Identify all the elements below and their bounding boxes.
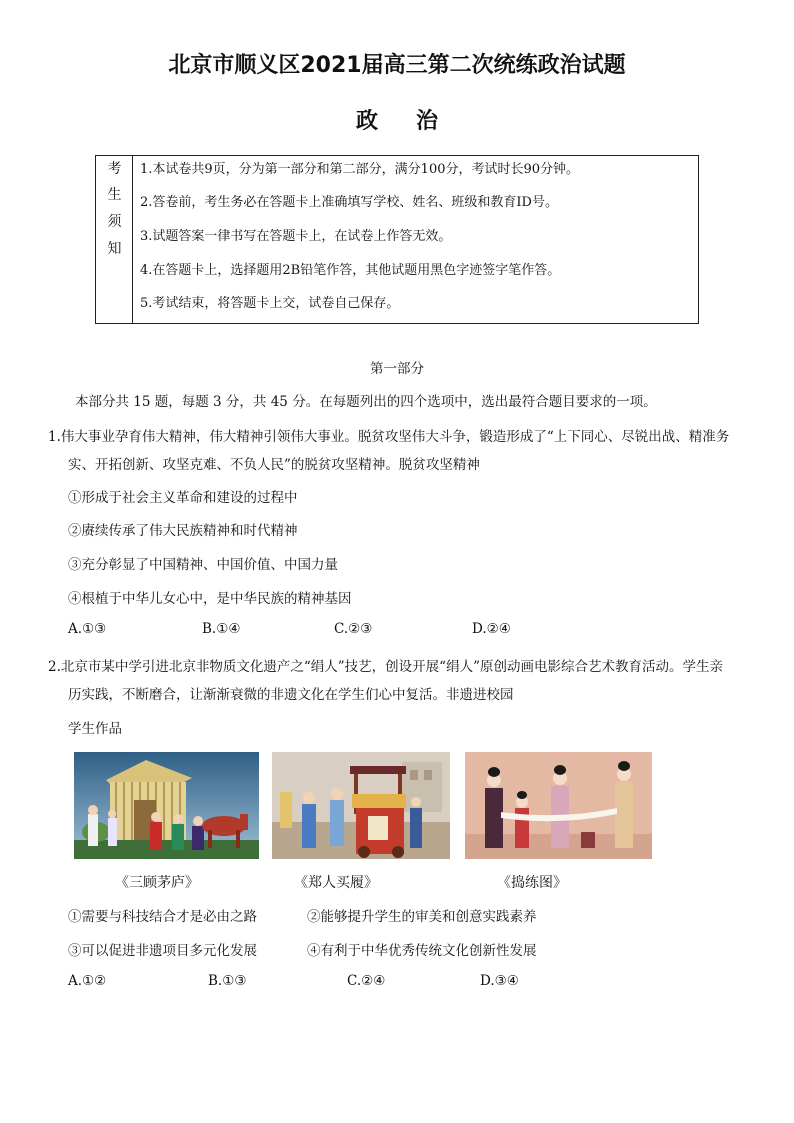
q2-statement: ②能够提升学生的审美和创意实践素养 xyxy=(307,909,537,925)
candidate-notice-box xyxy=(95,155,699,324)
q2-option-c: C.②④ xyxy=(347,973,386,989)
q1-statement: ③充分彰显了中国精神、中国价值、中国力量 xyxy=(68,557,338,573)
photo-daolian-tu xyxy=(465,752,652,859)
notice-item: 3.试题答案一律书写在答题卡上，在试卷上作答无效。 xyxy=(140,229,452,244)
photo-sangu-maolu xyxy=(74,752,259,859)
q1-statement: ①形成于社会主义革命和建设的过程中 xyxy=(68,490,298,506)
q2-option-d: D.③④ xyxy=(480,973,519,989)
notice-label-char: 知 xyxy=(107,241,122,257)
notice-label-char: 须 xyxy=(107,214,122,230)
student-works-label: 学生作品 xyxy=(68,721,122,737)
q2-option-a: A.①② xyxy=(68,973,107,989)
subject-heading: 政治 xyxy=(355,109,476,134)
q2-stem-line2: 历实践，不断磨合，让渐渐衰微的非遗文化在学生们心中复活。非遗进校园 xyxy=(68,687,514,703)
notice-label-char: 考 xyxy=(107,161,122,177)
exam-title: 北京市顺义区2021届高三第二次统练政治试题 xyxy=(168,53,626,78)
q1-statement: ②赓续传承了伟大民族精神和时代精神 xyxy=(68,523,298,539)
caption-zhengren-maili: 《郑人买履》 xyxy=(294,875,378,891)
notice-item: 1.本试卷共9页，分为第一部分和第二部分，满分100分，考试时长90分钟。 xyxy=(140,162,580,177)
q2-statement: ③可以促进非遗项目多元化发展 xyxy=(68,943,257,959)
q1-option-d: D.②④ xyxy=(472,621,511,637)
photo-zhengren-maili xyxy=(272,752,450,859)
notice-label-char: 生 xyxy=(107,187,122,203)
q1-option-a: A.①③ xyxy=(68,621,107,637)
notice-item: 2.答卷前，考生务必在答题卡上准确填写学校、姓名、班级和教育ID号。 xyxy=(140,195,558,210)
notice-item: 5.考试结束，将答题卡上交，试卷自己保存。 xyxy=(140,296,400,311)
q1-stem-line2: 实、开拓创新、攻坚克难、不负人民”的脱贫攻坚精神。脱贫攻坚精神 xyxy=(68,457,480,473)
q1-option-c: C.②③ xyxy=(334,621,373,637)
q2-statement: ①需要与科技结合才是必由之路 xyxy=(68,909,257,925)
q2-option-b: B.①③ xyxy=(208,973,247,989)
q2-statement: ④有利于中华优秀传统文化创新性发展 xyxy=(307,943,537,959)
caption-daolian-tu: 《捣练图》 xyxy=(497,875,567,891)
part-heading: 第一部分 xyxy=(370,361,424,377)
caption-sangu-maolu: 《三顾茅庐》 xyxy=(115,875,199,891)
q2-stem-line1: 2.北京市某中学引进北京非物质文化遗产之“绢人”技艺，创设开展“绢人”原创动画电影综合艺术教育活动。学生亲 xyxy=(48,659,723,675)
notice-item: 4.在答题卡上，选择题用2B铅笔作答，其他试题用黑色字迹签字笔作答。 xyxy=(140,263,561,278)
q1-statement: ④根植于中华儿女心中，是中华民族的精神基因 xyxy=(68,591,352,607)
q1-stem-line1: 1.伟大事业孕育伟大精神，伟大精神引领伟大事业。脱贫攻坚伟大斗争，锻造形成了“上下同心、尽锐出战、精准务 xyxy=(48,429,730,445)
q1-option-b: B.①④ xyxy=(202,621,241,637)
part-instruction: 本部分共 15 题，每题 3 分，共 45 分。在每题列出的四个选项中，选出最符合题目要求的一项。 xyxy=(75,394,657,410)
notice-label xyxy=(96,156,133,323)
